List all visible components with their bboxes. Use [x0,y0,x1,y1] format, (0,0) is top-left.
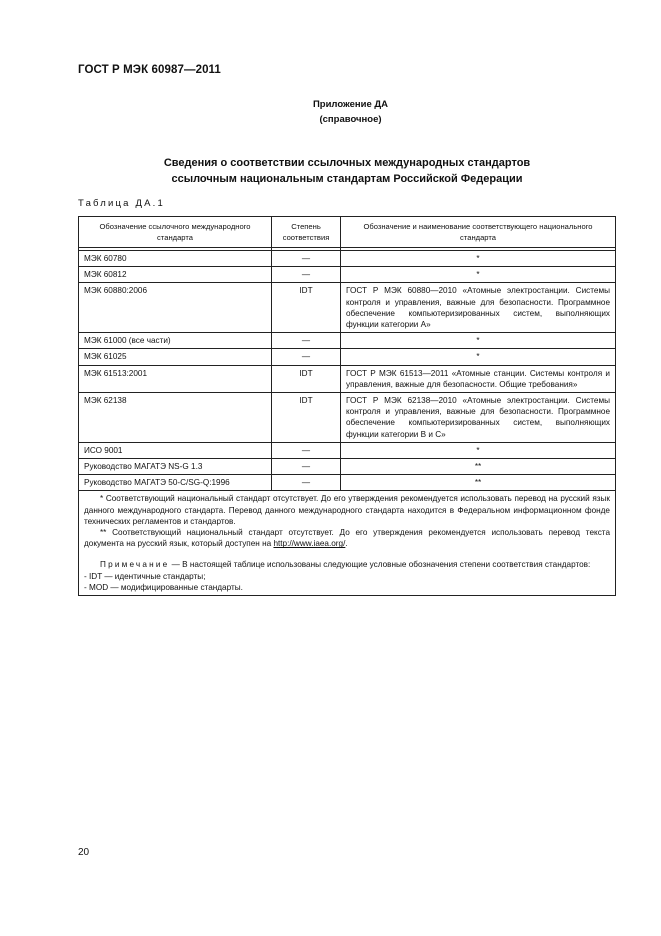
national-cell: ГОСТ Р МЭК 61513—2011 «Атомные станции. Системы контроля и управления, важные для безопасности. Общие требования» [341,365,616,392]
degree-cell: — [272,333,341,349]
footnotes-row [79,491,616,596]
table-row [79,349,616,365]
appendix-subtitle: (справочное) [319,114,382,125]
ref-cell: Руководство МАГАТЭ NS-G 1.3 [79,459,272,475]
table-row [79,251,616,267]
ref-cell: МЭК 60780 [79,251,272,267]
note-text: — В настоящей таблице использованы следующие условные обозначения степени соответствия стандартов: [169,560,591,570]
footnote-double-text: ** Соответствующий национальный стандарт отсутствует. До его утверждения рекомендуется использовать перевод текста документа на русский язык, который доступен на [84,528,610,549]
footnote-single: * Соответствующий национальный стандарт отсутствует. До его утверждения рекомендуется использовать перевод на русский язык данного международного стандарта. Перевод данного международного стандарта находится в Федеральном информационном фонде технических регламентов и стандартов. [84,494,610,526]
page-number: 20 [78,847,90,858]
national-cell: ** [341,475,616,491]
national-cell: * [341,251,616,267]
note-paragraph [84,559,610,570]
header-degree: Степень соответствия [272,217,341,248]
degree-cell: — [272,475,341,491]
table-row [79,459,616,475]
degree-cell: IDT [272,393,341,443]
table-row [79,393,616,443]
national-cell: ГОСТ Р МЭК 60880—2010 «Атомные электростанции. Системы контроля и управления, важные для безопасности. Программное обеспечение компьютеризированных систем, выполняющих функции категории А» [341,283,616,333]
national-cell: ГОСТ Р МЭК 62138—2010 «Атомные электростанции. Системы контроля и управления, важные для безопасности. Программное обеспечение компьютеризированных систем, выполняющих функции категории В и С» [341,393,616,443]
degree-cell: IDT [272,283,341,333]
note-item: - MOD — модифицированные стандарты. [84,582,243,592]
correspondence-table [78,216,616,596]
document-header: ГОСТ Р МЭК 60987—2011 [78,64,221,76]
header-international-standard: Обозначение ссылочного международного стандарта [79,217,272,248]
ref-cell: ИСО 9001 [79,442,272,458]
table-header-row [79,217,616,248]
national-cell: * [341,333,616,349]
degree-cell: IDT [272,365,341,392]
degree-cell: — [272,442,341,458]
national-cell: ** [341,459,616,475]
national-cell: * [341,267,616,283]
ref-cell: МЭК 60812 [79,267,272,283]
national-cell: * [341,442,616,458]
degree-cell: — [272,459,341,475]
ref-cell: МЭК 62138 [79,393,272,443]
ref-cell: МЭК 61025 [79,349,272,365]
degree-cell: — [272,251,341,267]
table-row [79,333,616,349]
appendix-heading [0,97,661,127]
footnote-double [84,527,610,549]
header-national-standard: Обозначение и наименование соответствующего национального стандарта [341,217,616,248]
national-cell: * [341,349,616,365]
table-row [79,442,616,458]
note-gap [84,549,610,559]
degree-cell: — [272,267,341,283]
table-row [79,283,616,333]
ref-cell: МЭК 61000 (все части) [79,333,272,349]
footnote-double-end: . [345,539,348,549]
table-label: Таблица ДА.1 [78,198,165,209]
iaea-link[interactable]: http://www.iaea.org/ [273,539,346,549]
ref-cell: Руководство МАГАТЭ 50-C/SG-Q:1996 [79,475,272,491]
table-row [79,365,616,392]
section-title-line-2: ссылочным национальным стандартам Российской Федерации [171,173,523,185]
table-row [79,475,616,491]
appendix-title: Приложение ДА [312,99,389,110]
section-title-line-1: Сведения о соответствии ссылочных международных стандартов [163,157,531,169]
section-title [78,155,616,187]
ref-cell: МЭК 60880:2006 [79,283,272,333]
note-item: - IDT — идентичные стандарты; [84,571,206,581]
note-label: Примечание [100,560,170,570]
table-row [79,267,616,283]
footnotes-cell [79,491,616,596]
ref-cell: МЭК 61513:2001 [79,365,272,392]
degree-cell: — [272,349,341,365]
